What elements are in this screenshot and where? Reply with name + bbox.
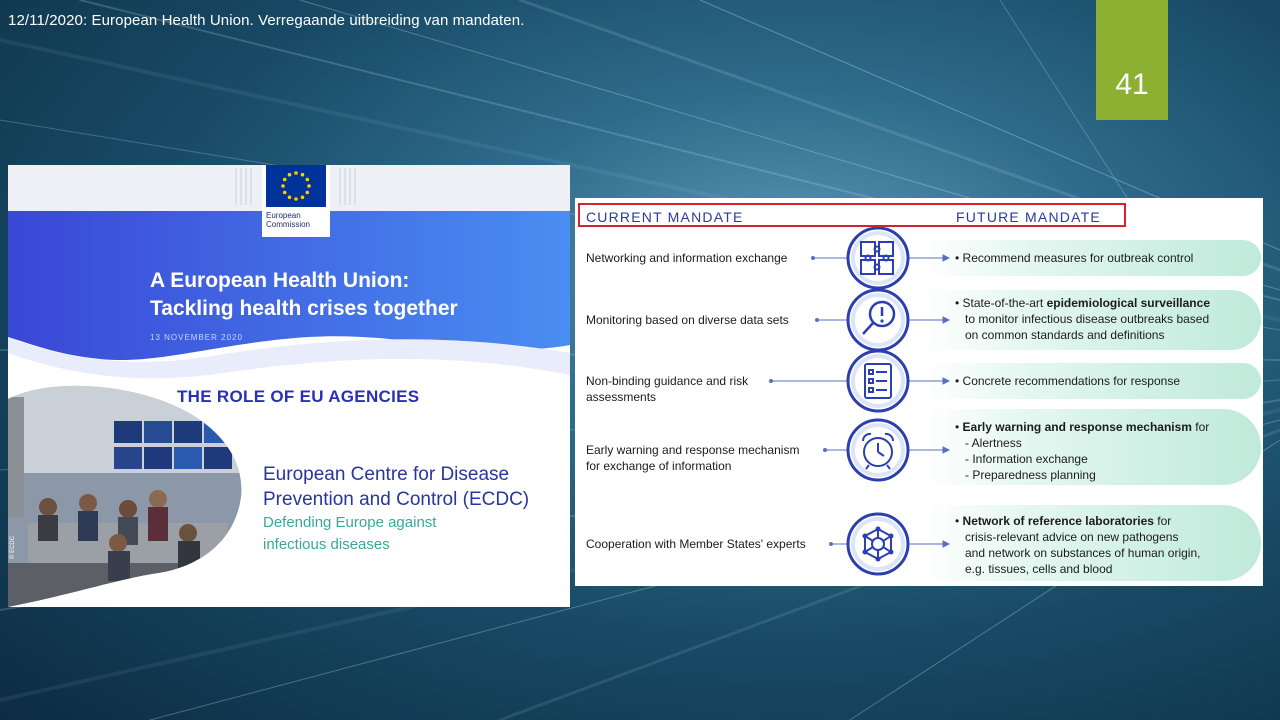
future-item-2-line2: to monitor infectious disease outbreaks based xyxy=(965,312,1210,326)
current-item-3-line1: Non-binding guidance and risk xyxy=(586,374,749,388)
ecdc-name-line1: European Centre for Disease xyxy=(263,464,510,485)
future-item-4: • Early warning and response mechanism for - Alertness - Information exchange - Preparedness planning xyxy=(955,420,1210,482)
current-item-1-text: Networking and information exchange xyxy=(586,251,788,265)
control-room-photo xyxy=(8,383,248,607)
current-item-3-line2: assessments xyxy=(586,390,657,404)
future-item-4-sub1: - Alertness xyxy=(965,436,1022,450)
future-item-4-sub3: - Preparedness planning xyxy=(965,468,1096,482)
ecdc-name xyxy=(263,462,563,512)
section-heading: THE ROLE OF EU AGENCIES xyxy=(177,387,420,406)
ecdc-tagline xyxy=(263,512,563,556)
current-item-4-line2: for exchange of information xyxy=(586,459,732,473)
future-item-5: • Network of reference laboratories for crisis-relevant advice on new pathogens and network on substances of human origin, e.g. tissues, cells and blood xyxy=(955,514,1201,576)
future-item-4-sub2: - Information exchange xyxy=(965,452,1088,466)
future-item-2-bold: epidemiological surveillance xyxy=(1046,296,1210,310)
current-item-5-text: Cooperation with Member States' experts xyxy=(586,537,806,551)
cover-date: 13 NOVEMBER 2020 xyxy=(150,333,243,342)
future-item-5-line2: crisis-relevant advice on new pathogens xyxy=(965,530,1179,544)
current-item-1 xyxy=(586,250,787,266)
future-item-5-line3: and network on substances of human origin, xyxy=(965,546,1201,560)
commission-cover-image xyxy=(8,165,570,607)
european-commission-logo xyxy=(262,165,330,237)
current-item-4 xyxy=(586,442,799,474)
future-mandate-header: FUTURE MANDATE xyxy=(956,209,1101,225)
future-item-5-suffix: for xyxy=(1153,514,1172,528)
current-item-3 xyxy=(586,373,748,405)
eu-flag-icon xyxy=(266,165,326,207)
current-item-2 xyxy=(586,312,789,328)
future-item-3: • Concrete recommendations for response xyxy=(955,374,1180,388)
current-mandate-header: CURRENT MANDATE xyxy=(586,209,744,225)
future-item-4-bold: Early warning and response mechanism xyxy=(962,420,1192,434)
mandate-comparison-diagram xyxy=(575,198,1263,586)
cover-title xyxy=(150,267,550,323)
page-number-badge xyxy=(1096,0,1168,120)
future-item-2: • State-of-the-art epidemiological surveillance to monitor infectious disease outbreaks based on common standards and definitions xyxy=(955,296,1210,342)
future-item-4-suffix: for xyxy=(1191,420,1210,434)
slide-title: 12/11/2020: European Health Union. Verregaande uitbreiding van mandaten. xyxy=(8,12,525,29)
future-item-1-text: Recommend measures for outbreak control xyxy=(962,251,1194,265)
ecdc-name-line2: Prevention and Control (ECDC) xyxy=(263,489,530,510)
cover-title-line2: Tackling health crises together xyxy=(150,297,458,320)
cover-title-line1: A European Health Union: xyxy=(150,269,410,292)
future-item-3-text: Concrete recommendations for response xyxy=(962,374,1180,388)
future-item-2-prefix: State-of-the-art xyxy=(962,296,1047,310)
ecdc-tagline-line1: Defending Europe against xyxy=(263,514,437,531)
future-item-5-line4: e.g. tissues, cells and blood xyxy=(965,562,1113,576)
page-number: 41 xyxy=(1115,68,1149,101)
future-item-1: • Recommend measures for outbreak control xyxy=(955,251,1194,265)
future-item-2-line3: on common standards and definitions xyxy=(965,328,1165,342)
current-item-4-line1: Early warning and response mechanism xyxy=(586,443,800,457)
current-item-2-text: Monitoring based on diverse data sets xyxy=(586,313,789,327)
current-item-5 xyxy=(586,536,806,552)
future-item-5-bold: Network of reference laboratories xyxy=(962,514,1154,528)
commission-logo-text: European Commission xyxy=(266,211,311,229)
ecdc-tagline-line2: infectious diseases xyxy=(263,536,390,553)
photo-credit: © ECDC xyxy=(10,535,16,559)
